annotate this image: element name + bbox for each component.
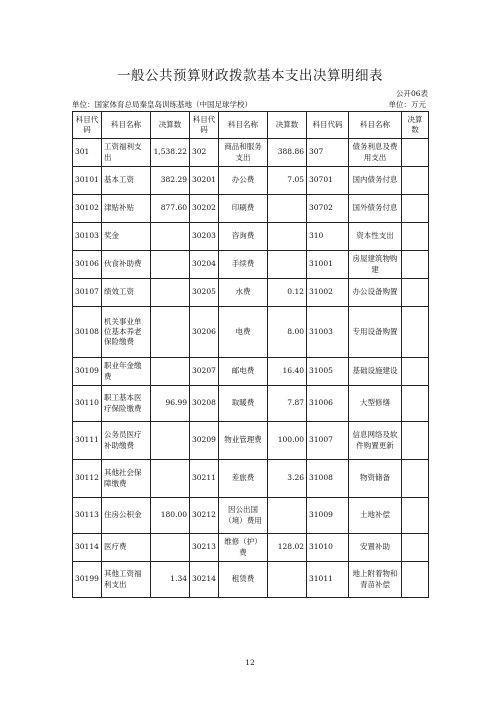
code-cell: 31005	[307, 358, 349, 386]
amount-cell	[402, 167, 429, 195]
amount-cell	[402, 251, 429, 279]
name-cell: 土地补偿	[349, 498, 402, 534]
amount-cell: 100.00	[268, 422, 307, 460]
table-row	[73, 307, 429, 358]
name-cell: 办公费	[219, 167, 268, 195]
code-cell: 30204	[190, 251, 219, 279]
table-row	[73, 498, 429, 534]
name-cell: 公务员医疗补助缴费	[102, 422, 151, 460]
code-cell: 31006	[307, 386, 349, 422]
code-cell: 30208	[190, 386, 219, 422]
code-cell: 30106	[73, 251, 102, 279]
code-cell: 310	[307, 223, 349, 251]
amount-cell	[402, 498, 429, 534]
code-cell: 302	[190, 139, 219, 167]
code-cell: 30205	[190, 279, 219, 307]
name-cell: 其他工资福利支出	[102, 562, 151, 598]
name-cell: 印刷费	[219, 195, 268, 223]
amount-cell	[268, 223, 307, 251]
amount-cell: 7.05	[268, 167, 307, 195]
code-cell: 30202	[190, 195, 219, 223]
amount-cell	[151, 307, 190, 358]
name-cell: 信息网络及软件购置更新	[349, 422, 402, 460]
name-cell: 取暖费	[219, 386, 268, 422]
name-cell: 差旅费	[219, 460, 268, 498]
amount-cell	[402, 195, 429, 223]
amount-cell	[402, 386, 429, 422]
table-row	[73, 460, 429, 498]
amount-cell: 0.12	[268, 279, 307, 307]
amount-cell: 3.26	[268, 460, 307, 498]
code-cell: 31009	[307, 498, 349, 534]
amount-cell	[268, 251, 307, 279]
amount-cell: 8.00	[268, 307, 307, 358]
name-cell: 资本性支出	[349, 223, 402, 251]
code-cell: 31008	[307, 460, 349, 498]
amount-cell	[151, 358, 190, 386]
code-cell: 30213	[190, 534, 219, 562]
code-cell: 30102	[73, 195, 102, 223]
code-cell: 30214	[190, 562, 219, 598]
header-cell: 科目代码	[73, 112, 102, 139]
code-cell: 31010	[307, 534, 349, 562]
code-cell: 30701	[307, 167, 349, 195]
amount-cell	[402, 534, 429, 562]
amount-cell	[402, 307, 429, 358]
code-cell: 30113	[73, 498, 102, 534]
amount-cell	[402, 422, 429, 460]
name-cell: 基础设施建设	[349, 358, 402, 386]
name-cell: 因公出国（境）费用	[219, 498, 268, 534]
code-cell: 30114	[73, 534, 102, 562]
header-cell: 科目名称	[349, 112, 402, 139]
name-cell: 租赁费	[219, 562, 268, 598]
name-cell: 地上附着物和青苗补偿	[349, 562, 402, 598]
name-cell: 大型修缮	[349, 386, 402, 422]
code-cell: 31001	[307, 251, 349, 279]
code-cell: 30110	[73, 386, 102, 422]
amount-cell: 16.40	[268, 358, 307, 386]
amount-cell: 7.87	[268, 386, 307, 422]
name-cell: 债务利息及费用支出	[349, 139, 402, 167]
header-cell: 科目名称	[102, 112, 151, 139]
name-cell: 国内债务付息	[349, 167, 402, 195]
name-cell: 物资储备	[349, 460, 402, 498]
table-row	[73, 358, 429, 386]
header-cell: 决算数	[151, 112, 190, 139]
amount-cell	[151, 460, 190, 498]
amount-cell	[268, 562, 307, 598]
amount-cell	[151, 422, 190, 460]
name-cell: 伙食补助费	[102, 251, 151, 279]
name-cell: 奖金	[102, 223, 151, 251]
amount-cell	[151, 279, 190, 307]
name-cell: 安置补助	[349, 534, 402, 562]
code-cell: 30107	[73, 279, 102, 307]
name-cell: 商品和服务支出	[219, 139, 268, 167]
name-cell: 职工基本医疗保险缴费	[102, 386, 151, 422]
amount-cell	[402, 460, 429, 498]
name-cell: 住房公积金	[102, 498, 151, 534]
table-row	[73, 195, 429, 223]
reporting-unit: 单位：国家体育总局秦皇岛训练基地（中国足球学校）	[72, 100, 252, 109]
name-cell: 工资福利支出	[102, 139, 151, 167]
amount-cell	[402, 562, 429, 598]
name-cell: 津贴补贴	[102, 195, 151, 223]
code-cell: 301	[73, 139, 102, 167]
name-cell: 物业管理费	[219, 422, 268, 460]
name-cell: 职业年金缴费	[102, 358, 151, 386]
code-cell: 30207	[190, 358, 219, 386]
name-cell: 国外债务付息	[349, 195, 402, 223]
header-cell: 决算数	[268, 112, 307, 139]
name-cell: 房屋建筑物购建	[349, 251, 402, 279]
amount-cell: 1,538.22	[151, 139, 190, 167]
code-cell: 307	[307, 139, 349, 167]
table-row	[73, 279, 429, 307]
table-row	[73, 386, 429, 422]
table-row	[73, 251, 429, 279]
name-cell: 办公设备购置	[349, 279, 402, 307]
name-cell: 邮电费	[219, 358, 268, 386]
amount-cell: 1.34	[151, 562, 190, 598]
code-cell: 30209	[190, 422, 219, 460]
name-cell: 医疗费	[102, 534, 151, 562]
amount-cell: 128.02	[268, 534, 307, 562]
code-cell: 30702	[307, 195, 349, 223]
code-cell: 31003	[307, 307, 349, 358]
table-row	[73, 167, 429, 195]
amount-cell	[402, 223, 429, 251]
code-cell: 30101	[73, 167, 102, 195]
code-cell: 30203	[190, 223, 219, 251]
code-cell: 30109	[73, 358, 102, 386]
header-cell: 科目代码	[190, 112, 219, 139]
amount-cell: 180.00	[151, 498, 190, 534]
name-cell: 手续费	[219, 251, 268, 279]
table-row	[73, 534, 429, 562]
amount-cell	[402, 139, 429, 167]
code-cell: 31011	[307, 562, 349, 598]
amount-cell	[402, 279, 429, 307]
name-cell: 电费	[219, 307, 268, 358]
code-cell: 30212	[190, 498, 219, 534]
budget-detail-table	[72, 111, 429, 598]
code-cell: 30111	[73, 422, 102, 460]
code-cell: 30103	[73, 223, 102, 251]
name-cell: 绩效工资	[102, 279, 151, 307]
name-cell: 水费	[219, 279, 268, 307]
code-cell: 30199	[73, 562, 102, 598]
amount-cell	[268, 498, 307, 534]
table-body	[73, 139, 429, 598]
code-cell: 30206	[190, 307, 219, 358]
amount-cell	[151, 223, 190, 251]
unit-line	[72, 99, 426, 110]
header-cell: 科目代码	[307, 112, 349, 139]
table-row	[73, 223, 429, 251]
code-cell: 31002	[307, 279, 349, 307]
table-row	[73, 422, 429, 460]
page-number: 12	[245, 658, 255, 667]
code-cell: 30112	[73, 460, 102, 498]
amount-cell	[151, 251, 190, 279]
currency-unit: 单位：万元	[388, 100, 426, 109]
amount-cell	[268, 195, 307, 223]
amount-cell	[402, 358, 429, 386]
amount-cell	[151, 534, 190, 562]
code-cell: 31007	[307, 422, 349, 460]
header-cell: 决算数	[402, 112, 429, 139]
header-cell: 科目名称	[219, 112, 268, 139]
name-cell: 维修（护）费	[219, 534, 268, 562]
name-cell: 其他社会保障缴费	[102, 460, 151, 498]
amount-cell: 96.99	[151, 386, 190, 422]
header-row	[73, 112, 429, 139]
code-cell: 30108	[73, 307, 102, 358]
form-number: 公开06表	[395, 89, 428, 98]
name-cell: 机关事业单位基本养老保险缴费	[102, 307, 151, 358]
amount-cell: 382.29	[151, 167, 190, 195]
code-cell: 30201	[190, 167, 219, 195]
table-row	[73, 139, 429, 167]
code-cell: 30211	[190, 460, 219, 498]
amount-cell: 388.86	[268, 139, 307, 167]
table-row	[73, 562, 429, 598]
name-cell: 基本工资	[102, 167, 151, 195]
name-cell: 专用设备购置	[349, 307, 402, 358]
name-cell: 咨询费	[219, 223, 268, 251]
table-title: 一般公共预算财政拨款基本支出决算明细表	[117, 68, 383, 84]
amount-cell: 877.60	[151, 195, 190, 223]
